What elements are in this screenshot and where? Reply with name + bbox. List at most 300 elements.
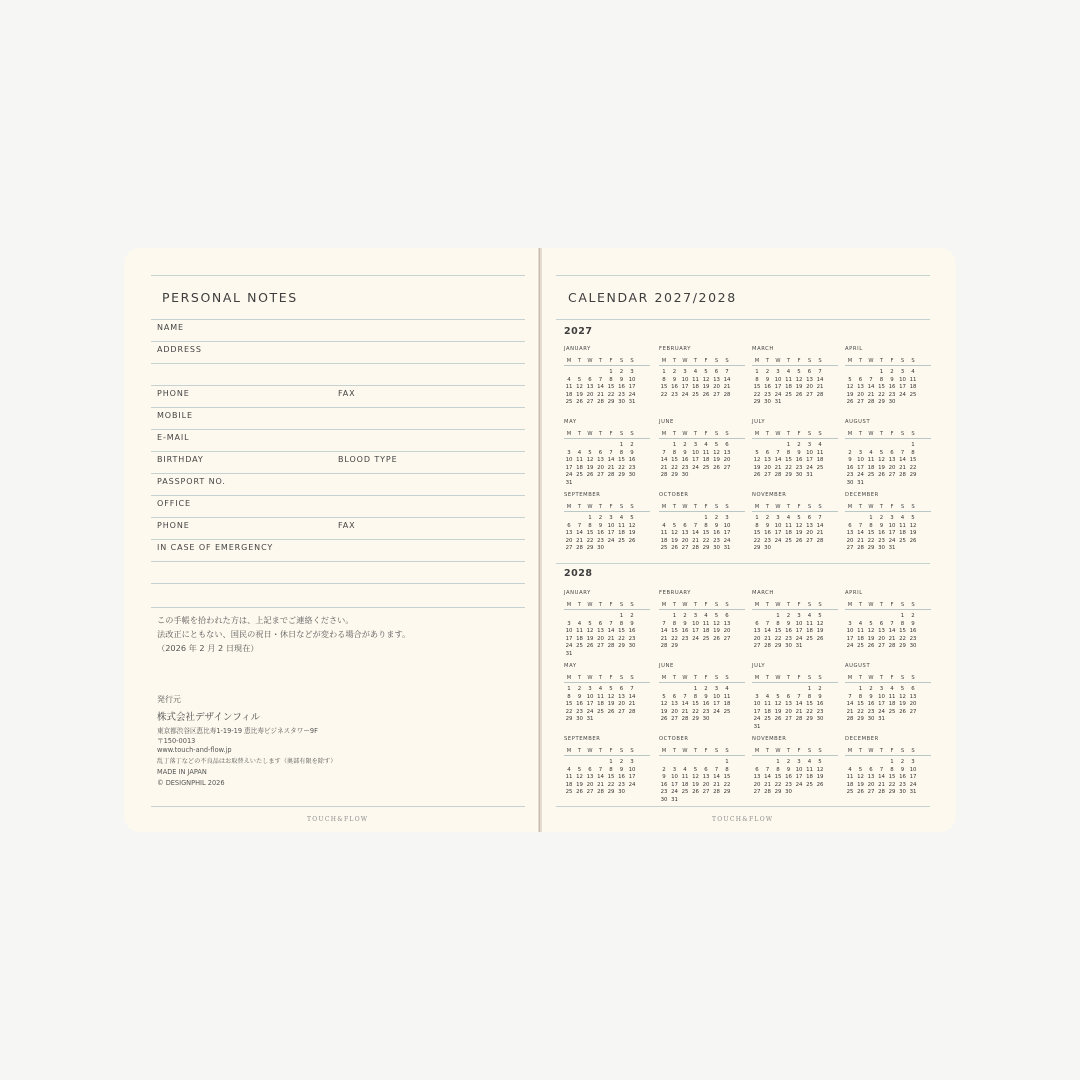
day-number: 9 bbox=[786, 620, 791, 627]
weekday-label: S bbox=[714, 602, 719, 608]
day-number: 12 bbox=[702, 376, 710, 383]
weekday-label: T bbox=[786, 504, 791, 510]
day-number: 10 bbox=[586, 693, 594, 700]
day-number: 3 bbox=[630, 369, 634, 375]
day-number: 4 bbox=[786, 369, 791, 375]
month-name: AUGUST bbox=[845, 663, 871, 669]
day-number: 6 bbox=[848, 522, 852, 529]
weekday-label: T bbox=[672, 748, 677, 754]
weekday-label: M bbox=[566, 602, 572, 608]
day-number: 10 bbox=[899, 376, 906, 383]
weekday-label: F bbox=[609, 602, 613, 608]
day-number: 4 bbox=[567, 376, 571, 383]
defects-notice: 乱丁落丁などの不良品はお取替えいたします（奥部有限を除す） bbox=[157, 758, 337, 765]
day-number: 12 bbox=[692, 774, 699, 781]
weekday-rule bbox=[845, 755, 931, 756]
day-number: 9 bbox=[619, 766, 624, 773]
weekday-header bbox=[752, 602, 842, 609]
weekday-label: T bbox=[598, 675, 603, 681]
day-number: 14 bbox=[607, 628, 615, 635]
day-number: 9 bbox=[683, 449, 687, 456]
day-number: 28 bbox=[713, 789, 720, 796]
day-number: 2 bbox=[869, 686, 873, 692]
day-number: 19 bbox=[878, 464, 885, 471]
weekday-header bbox=[845, 748, 935, 755]
day-number: 19 bbox=[899, 701, 906, 708]
day-number: 5 bbox=[797, 515, 801, 521]
day-number: 30 bbox=[909, 643, 917, 650]
weekday-label: W bbox=[682, 602, 688, 608]
weekday-header bbox=[659, 748, 749, 755]
day-number: 11 bbox=[888, 693, 896, 700]
day-number: 23 bbox=[681, 464, 689, 471]
weekday-label: M bbox=[661, 504, 667, 510]
day-number: 19 bbox=[857, 781, 864, 788]
day-number: 11 bbox=[846, 774, 854, 781]
day-number: 2 bbox=[683, 442, 687, 448]
day-number: 1 bbox=[807, 686, 812, 692]
day-number: 10 bbox=[774, 376, 782, 383]
day-number: 25 bbox=[565, 399, 573, 406]
day-number: 17 bbox=[671, 781, 678, 788]
day-number: 6 bbox=[588, 376, 592, 383]
day-number: 13 bbox=[806, 376, 813, 383]
day-number: 24 bbox=[713, 708, 720, 715]
day-number: 31 bbox=[565, 651, 573, 657]
weekday-rule bbox=[752, 682, 838, 683]
day-number: 25 bbox=[576, 472, 583, 479]
day-number: 2 bbox=[786, 613, 791, 619]
passport-label: PASSPORT NO. bbox=[157, 477, 226, 486]
day-number: 7 bbox=[598, 766, 603, 773]
day-number: 9 bbox=[879, 522, 884, 529]
weekday-rule bbox=[659, 438, 745, 439]
day-number: 26 bbox=[660, 716, 668, 723]
day-number: 15 bbox=[774, 774, 782, 781]
day-number: 15 bbox=[671, 457, 678, 464]
day-number: 7 bbox=[818, 369, 822, 375]
day-number: 21 bbox=[795, 708, 803, 715]
day-number: 8 bbox=[609, 376, 613, 383]
weekday-label: S bbox=[630, 675, 634, 681]
day-number: 3 bbox=[776, 515, 780, 521]
month-name: OCTOBER bbox=[659, 736, 689, 742]
day-number: 20 bbox=[723, 457, 731, 464]
day-number: 4 bbox=[662, 522, 666, 529]
weekday-label: S bbox=[725, 748, 729, 754]
day-number: 8 bbox=[755, 522, 759, 529]
weekday-label: S bbox=[900, 504, 905, 510]
weekday-label: T bbox=[879, 358, 884, 364]
day-number: 3 bbox=[567, 449, 571, 456]
day-number: 28 bbox=[888, 643, 896, 650]
day-number: 7 bbox=[818, 515, 822, 521]
day-number: 30 bbox=[597, 545, 604, 552]
day-number: 16 bbox=[899, 774, 906, 781]
day-number: 4 bbox=[858, 620, 863, 627]
weekday-rule bbox=[845, 682, 931, 683]
day-number: 8 bbox=[911, 449, 915, 456]
day-number: 19 bbox=[713, 457, 720, 464]
day-number: 30 bbox=[764, 399, 771, 406]
day-number: 9 bbox=[714, 522, 719, 529]
weekday-label: M bbox=[847, 504, 853, 510]
day-number: 30 bbox=[888, 399, 896, 406]
day-number: 15 bbox=[753, 384, 761, 391]
day-number: 22 bbox=[774, 781, 782, 788]
day-number: 12 bbox=[846, 384, 854, 391]
day-number: 11 bbox=[660, 530, 668, 537]
day-number: 30 bbox=[785, 643, 792, 650]
day-number: 17 bbox=[888, 530, 896, 537]
day-number: 14 bbox=[774, 457, 782, 464]
month-name: JANUARY bbox=[564, 590, 591, 596]
day-number: 8 bbox=[672, 620, 677, 627]
day-number: 17 bbox=[774, 530, 782, 537]
day-number: 13 bbox=[713, 376, 720, 383]
day-number: 15 bbox=[806, 701, 813, 708]
day-number: 31 bbox=[753, 724, 761, 730]
weekday-rule bbox=[752, 365, 838, 366]
day-number: 20 bbox=[723, 628, 731, 635]
day-number: 28 bbox=[660, 472, 668, 479]
weekday-label: S bbox=[807, 748, 812, 754]
day-number: 10 bbox=[806, 449, 813, 456]
office-label: OFFICE bbox=[157, 499, 191, 508]
day-number: 9 bbox=[797, 449, 801, 456]
day-number: 7 bbox=[714, 766, 719, 773]
day-number: 12 bbox=[576, 384, 583, 391]
title-rule bbox=[556, 319, 930, 320]
weekday-label: F bbox=[609, 504, 613, 510]
month-name: OCTOBER bbox=[659, 492, 689, 498]
month-name: APRIL bbox=[845, 346, 863, 352]
day-number: 28 bbox=[692, 545, 699, 552]
day-number: 14 bbox=[867, 384, 875, 391]
day-number: 7 bbox=[765, 620, 770, 627]
day-number: 24 bbox=[753, 716, 761, 723]
day-number: 5 bbox=[662, 693, 666, 700]
day-number: 16 bbox=[660, 781, 668, 788]
day-number: 31 bbox=[806, 472, 813, 479]
day-number: 7 bbox=[609, 449, 613, 456]
day-number: 12 bbox=[816, 766, 824, 773]
day-number: 30 bbox=[702, 716, 710, 723]
weekday-header bbox=[659, 504, 749, 511]
day-number: 18 bbox=[702, 628, 710, 635]
weekday-label: M bbox=[754, 748, 760, 754]
day-number: 10 bbox=[795, 620, 803, 627]
day-number: 28 bbox=[878, 789, 885, 796]
day-number: 17 bbox=[753, 708, 761, 715]
day-number: 11 bbox=[806, 620, 813, 627]
day-number: 15 bbox=[723, 774, 731, 781]
day-number: 10 bbox=[607, 522, 615, 529]
weekday-label: W bbox=[775, 358, 781, 364]
day-number: 25 bbox=[867, 472, 875, 479]
day-number: 27 bbox=[597, 643, 604, 650]
day-number: 25 bbox=[702, 464, 710, 471]
weekday-label: F bbox=[797, 602, 801, 608]
day-number: 21 bbox=[660, 635, 668, 642]
day-number: 9 bbox=[598, 522, 603, 529]
weekday-label: S bbox=[714, 675, 719, 681]
day-number: 9 bbox=[818, 693, 822, 700]
day-number: 22 bbox=[723, 781, 731, 788]
day-number: 21 bbox=[607, 635, 615, 642]
day-number: 10 bbox=[878, 693, 885, 700]
day-number: 10 bbox=[753, 701, 761, 708]
month-name: NOVEMBER bbox=[752, 492, 787, 498]
weekday-label: F bbox=[704, 748, 708, 754]
day-number: 6 bbox=[725, 613, 729, 619]
day-number: 6 bbox=[755, 766, 759, 773]
day-number: 26 bbox=[713, 635, 720, 642]
day-number: 11 bbox=[785, 376, 792, 383]
day-number: 15 bbox=[899, 628, 906, 635]
day-number: 12 bbox=[909, 522, 917, 529]
day-number: 18 bbox=[857, 635, 864, 642]
day-number: 27 bbox=[565, 545, 573, 552]
day-number: 29 bbox=[867, 545, 875, 552]
weekday-label: S bbox=[818, 748, 822, 754]
day-number: 8 bbox=[776, 620, 780, 627]
day-number: 19 bbox=[607, 701, 615, 708]
day-number: 21 bbox=[888, 635, 896, 642]
day-number: 2 bbox=[900, 759, 905, 765]
form-rule bbox=[151, 473, 525, 474]
day-number: 21 bbox=[723, 384, 731, 391]
day-number: 9 bbox=[890, 376, 894, 383]
day-number: 11 bbox=[806, 766, 813, 773]
day-number: 8 bbox=[693, 693, 698, 700]
day-number: 12 bbox=[713, 449, 720, 456]
form-rule bbox=[151, 561, 525, 562]
day-number: 27 bbox=[909, 708, 917, 715]
day-number: 29 bbox=[671, 643, 678, 650]
day-number: 16 bbox=[713, 530, 720, 537]
day-number: 26 bbox=[909, 537, 917, 544]
day-number: 19 bbox=[795, 530, 803, 537]
day-number: 17 bbox=[774, 384, 782, 391]
day-number: 6 bbox=[588, 766, 592, 773]
day-number: 13 bbox=[723, 620, 731, 627]
day-number: 24 bbox=[565, 643, 573, 650]
weekday-label: T bbox=[786, 675, 791, 681]
day-number: 5 bbox=[577, 376, 582, 383]
day-number: 22 bbox=[909, 464, 917, 471]
day-number: 24 bbox=[723, 537, 731, 544]
day-number: 20 bbox=[806, 384, 813, 391]
day-number: 16 bbox=[681, 628, 689, 635]
day-number: 20 bbox=[764, 464, 771, 471]
weekday-label: T bbox=[693, 358, 698, 364]
day-number: 24 bbox=[846, 643, 854, 650]
day-number: 12 bbox=[660, 701, 668, 708]
day-number: 3 bbox=[693, 442, 698, 448]
day-number: 22 bbox=[888, 781, 896, 788]
weekday-label: T bbox=[765, 675, 770, 681]
weekday-label: M bbox=[566, 504, 572, 510]
form-rule bbox=[151, 583, 525, 584]
day-number: 11 bbox=[723, 693, 731, 700]
day-number: 10 bbox=[628, 376, 636, 383]
weekday-label: T bbox=[577, 431, 582, 437]
weekday-label: S bbox=[725, 675, 729, 681]
weekday-label: F bbox=[797, 675, 801, 681]
day-number: 8 bbox=[725, 766, 729, 773]
day-number: 26 bbox=[753, 472, 761, 479]
day-number: 16 bbox=[888, 384, 896, 391]
day-number: 24 bbox=[878, 708, 885, 715]
day-number: 11 bbox=[816, 449, 824, 456]
day-number: 15 bbox=[565, 701, 573, 708]
day-number: 4 bbox=[869, 449, 873, 456]
day-number: 4 bbox=[765, 693, 770, 700]
day-number: 29 bbox=[692, 716, 699, 723]
day-number: 8 bbox=[890, 766, 894, 773]
day-number: 14 bbox=[878, 774, 885, 781]
year-heading: 2028 bbox=[564, 568, 593, 579]
day-number: 18 bbox=[597, 701, 604, 708]
day-number: 28 bbox=[597, 789, 604, 796]
month-name: NOVEMBER bbox=[752, 736, 787, 742]
weekday-label: S bbox=[725, 431, 729, 437]
day-number: 24 bbox=[774, 537, 782, 544]
day-number: 29 bbox=[857, 716, 864, 723]
weekday-label: S bbox=[911, 358, 915, 364]
day-number: 10 bbox=[671, 774, 678, 781]
form-rule bbox=[151, 495, 525, 496]
form-rule bbox=[151, 319, 525, 320]
form-rule bbox=[151, 385, 525, 386]
day-number: 11 bbox=[576, 457, 583, 464]
day-number: 29 bbox=[618, 472, 625, 479]
weekday-label: S bbox=[900, 602, 905, 608]
weekday-rule bbox=[659, 511, 745, 512]
weekday-header bbox=[659, 675, 749, 682]
day-number: 5 bbox=[588, 449, 592, 456]
day-number: 16 bbox=[846, 464, 854, 471]
birthday-label: BIRTHDAY bbox=[157, 455, 204, 464]
day-number: 13 bbox=[857, 384, 864, 391]
day-number: 25 bbox=[723, 708, 731, 715]
day-number: 7 bbox=[797, 693, 801, 700]
weekday-label: T bbox=[765, 748, 770, 754]
day-number: 1 bbox=[704, 515, 708, 521]
day-number: 17 bbox=[846, 635, 854, 642]
day-number: 5 bbox=[755, 449, 759, 456]
weekday-label: T bbox=[765, 431, 770, 437]
day-number: 25 bbox=[576, 643, 583, 650]
day-number: 30 bbox=[878, 545, 885, 552]
day-number: 26 bbox=[692, 789, 699, 796]
day-number: 26 bbox=[713, 464, 720, 471]
day-number: 22 bbox=[857, 708, 864, 715]
day-number: 27 bbox=[723, 464, 731, 471]
day-number: 28 bbox=[774, 472, 782, 479]
day-number: 18 bbox=[816, 457, 824, 464]
weekday-label: T bbox=[693, 748, 698, 754]
day-number: 23 bbox=[846, 472, 854, 479]
day-number: 17 bbox=[607, 530, 615, 537]
publisher-address: 東京都渋谷区恵比寿1-19-19 恵比寿ビジネスタワー9F bbox=[157, 727, 318, 735]
day-number: 15 bbox=[878, 384, 885, 391]
weekday-label: T bbox=[879, 675, 884, 681]
weekday-label: S bbox=[900, 675, 905, 681]
day-number: 22 bbox=[618, 635, 625, 642]
day-number: 6 bbox=[911, 686, 915, 692]
day-number: 3 bbox=[807, 442, 812, 448]
day-number: 27 bbox=[702, 789, 710, 796]
day-number: 1 bbox=[609, 369, 613, 375]
day-number: 1 bbox=[911, 442, 915, 448]
weekday-label: S bbox=[619, 358, 624, 364]
weekday-header bbox=[564, 504, 654, 511]
day-number: 3 bbox=[672, 766, 677, 773]
day-number: 9 bbox=[869, 693, 873, 700]
day-number: 18 bbox=[888, 701, 896, 708]
day-number: 18 bbox=[764, 708, 771, 715]
day-number: 19 bbox=[692, 781, 699, 788]
day-number: 12 bbox=[857, 774, 864, 781]
day-number: 4 bbox=[577, 620, 582, 627]
day-number: 27 bbox=[681, 545, 689, 552]
weekday-label: T bbox=[672, 504, 677, 510]
day-number: 21 bbox=[899, 464, 906, 471]
day-number: 26 bbox=[816, 781, 824, 788]
day-number: 26 bbox=[576, 399, 583, 406]
day-number: 14 bbox=[857, 530, 864, 537]
day-number: 30 bbox=[867, 716, 875, 723]
day-number: 26 bbox=[795, 537, 803, 544]
day-number: 1 bbox=[890, 759, 894, 765]
day-number: 16 bbox=[597, 530, 604, 537]
day-number: 27 bbox=[806, 537, 813, 544]
weekday-label: T bbox=[858, 431, 863, 437]
day-number: 16 bbox=[576, 701, 583, 708]
day-number: 14 bbox=[607, 457, 615, 464]
weekday-label: M bbox=[661, 602, 667, 608]
day-number: 19 bbox=[586, 464, 594, 471]
day-number: 23 bbox=[878, 537, 885, 544]
weekday-label: S bbox=[630, 504, 634, 510]
blood-type-label: BLOOD TYPE bbox=[338, 455, 398, 464]
day-number: 2 bbox=[786, 759, 791, 765]
day-number: 18 bbox=[565, 391, 573, 398]
day-number: 31 bbox=[774, 399, 782, 406]
day-number: 8 bbox=[858, 693, 863, 700]
day-number: 4 bbox=[619, 515, 624, 521]
weekday-label: S bbox=[818, 358, 822, 364]
day-number: 20 bbox=[857, 391, 864, 398]
day-number: 17 bbox=[878, 701, 885, 708]
day-number: 21 bbox=[867, 391, 875, 398]
weekday-label: S bbox=[807, 675, 812, 681]
day-number: 23 bbox=[816, 708, 824, 715]
day-number: 12 bbox=[607, 693, 615, 700]
day-number: 6 bbox=[755, 620, 759, 627]
day-number: 13 bbox=[753, 628, 761, 635]
weekday-label: W bbox=[868, 748, 874, 754]
day-number: 22 bbox=[753, 391, 761, 398]
weekday-header bbox=[752, 504, 842, 511]
day-number: 9 bbox=[900, 766, 905, 773]
day-number: 7 bbox=[869, 376, 873, 383]
weekday-label: S bbox=[900, 748, 905, 754]
month-name: MARCH bbox=[752, 590, 774, 596]
day-number: 17 bbox=[795, 774, 803, 781]
